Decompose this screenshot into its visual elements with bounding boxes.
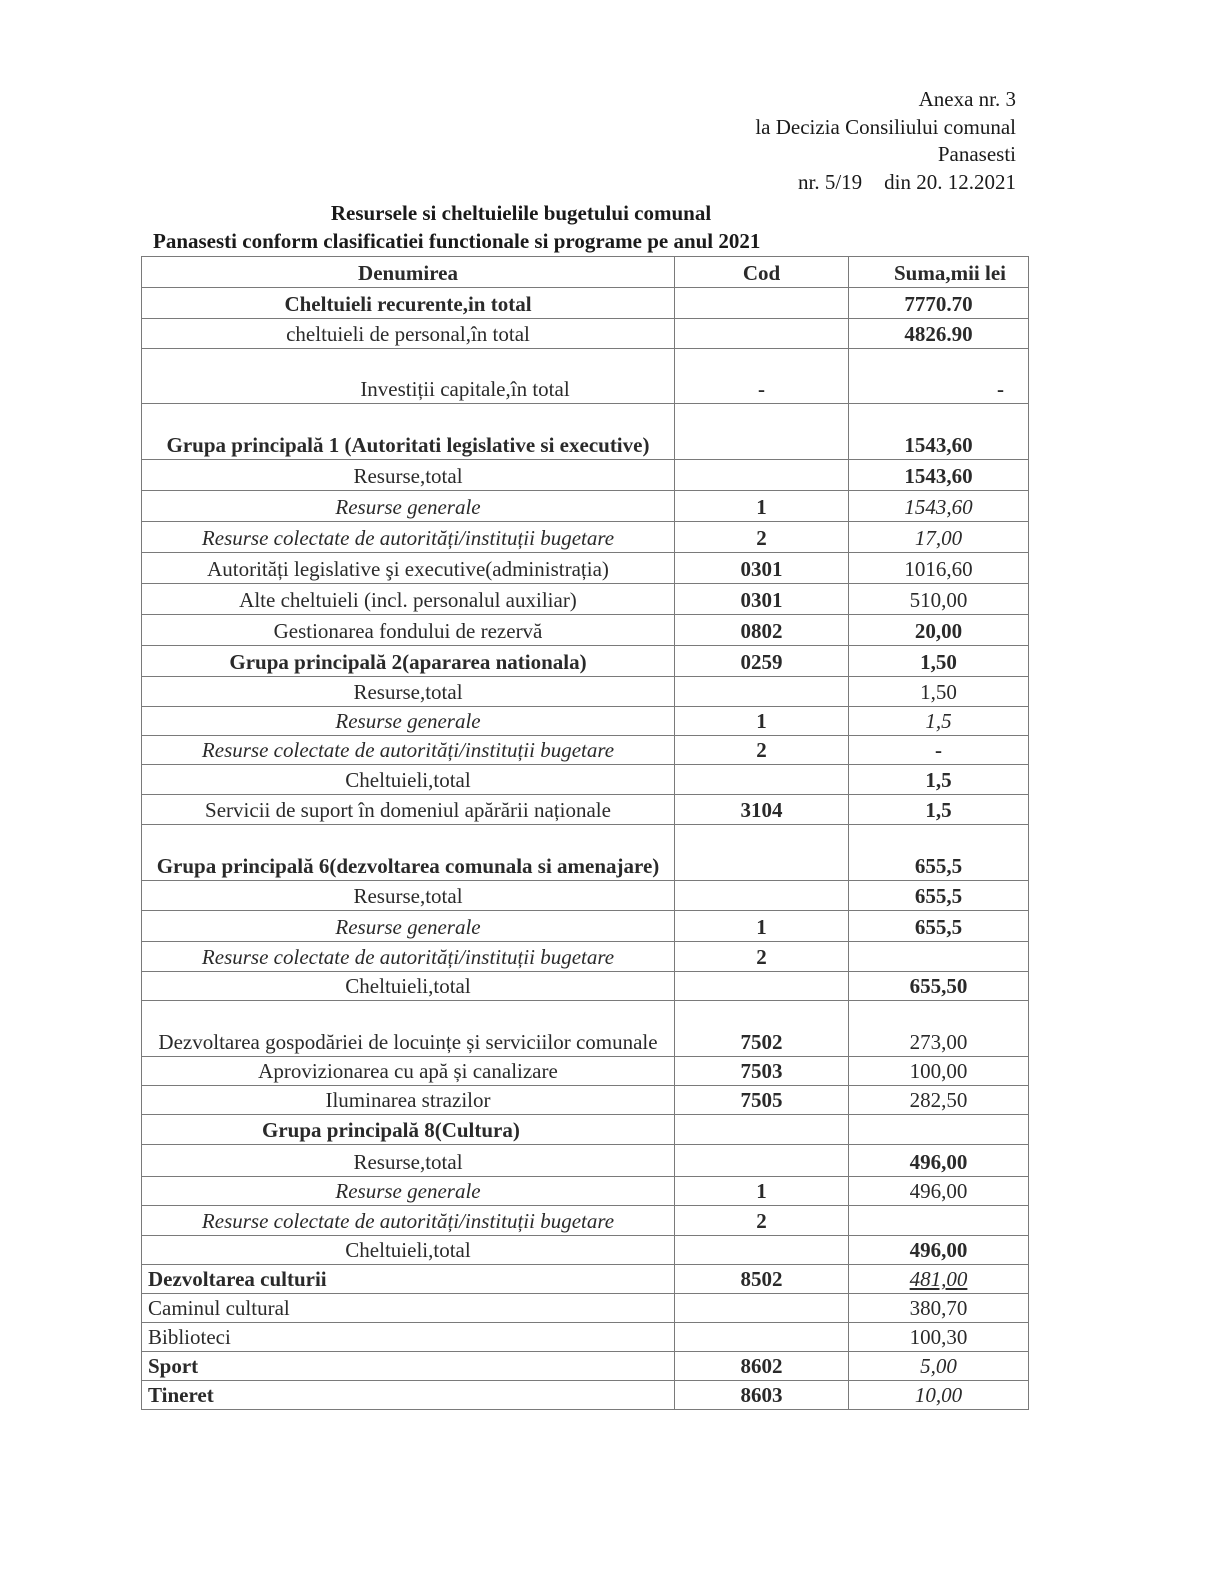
row-suma: 655,5 — [849, 911, 1029, 942]
row-cod: 2 — [675, 942, 849, 972]
table-row — [142, 1086, 1029, 1115]
row-cod: 1 — [675, 491, 849, 522]
table-row — [142, 881, 1029, 911]
table-header-row — [142, 257, 1029, 288]
commune-name: Panasesti — [937, 142, 1016, 166]
table-row — [142, 1001, 1029, 1057]
row-cod: 7502 — [675, 1001, 849, 1057]
table-row — [142, 1057, 1029, 1086]
table-row — [142, 1206, 1029, 1236]
row-name: Resurse colectate de autorități/instituții bugetare — [142, 1206, 675, 1236]
row-name: Tineret — [142, 1381, 675, 1410]
row-name: Resurse generale — [142, 1177, 675, 1206]
table-row — [142, 584, 1029, 615]
row-suma: 496,00 — [849, 1236, 1029, 1265]
row-suma — [849, 1206, 1029, 1236]
column-header-denumirea: Denumirea — [142, 257, 675, 288]
row-suma: 510,00 — [849, 584, 1029, 615]
table-row — [142, 615, 1029, 646]
row-suma: 5,00 — [849, 1352, 1029, 1381]
row-cod — [675, 1115, 849, 1145]
table-row — [142, 1177, 1029, 1206]
row-cod: 0802 — [675, 615, 849, 646]
table-row — [142, 1265, 1029, 1294]
row-suma: 273,00 — [849, 1001, 1029, 1057]
row-suma: 1,5 — [849, 765, 1029, 795]
table-row — [142, 1352, 1029, 1381]
row-name: Resurse generale — [142, 707, 675, 736]
row-name: Servicii de suport în domeniul apărării naționale — [142, 795, 675, 825]
row-suma: 7770.70 — [849, 288, 1029, 319]
row-cod: 1 — [675, 911, 849, 942]
document-title-line1: Resursele si cheltuielile bugetului comunal — [330, 201, 712, 225]
row-suma: 1543,60 — [849, 491, 1029, 522]
row-cod: 8603 — [675, 1381, 849, 1410]
row-suma: 4826.90 — [849, 319, 1029, 349]
table-row — [142, 646, 1029, 677]
row-cod — [675, 460, 849, 491]
row-cod: 1 — [675, 1177, 849, 1206]
row-suma: 655,50 — [849, 972, 1029, 1001]
table-row — [142, 825, 1029, 881]
table-row — [142, 677, 1029, 707]
row-name: Dezvoltarea gospodăriei de locuințe și serviciilor comunale — [142, 1001, 675, 1057]
row-cod: 2 — [675, 736, 849, 765]
table-row — [142, 736, 1029, 765]
row-suma: 100,30 — [849, 1323, 1029, 1352]
document-title-line2: Panasesti conform clasificatiei functionale si programe pe anul 2021 — [153, 229, 761, 253]
row-name: Biblioteci — [142, 1323, 675, 1352]
row-suma: 10,00 — [849, 1381, 1029, 1410]
row-cod — [675, 288, 849, 319]
row-suma: 100,00 — [849, 1057, 1029, 1086]
row-suma: 1543,60 — [849, 404, 1029, 460]
row-cod: 0259 — [675, 646, 849, 677]
decision-number-date — [755, 169, 1016, 197]
row-name: Dezvoltarea culturii — [142, 1265, 675, 1294]
row-name: Resurse,total — [142, 460, 675, 491]
table-row — [142, 404, 1029, 460]
row-cod: 7505 — [675, 1086, 849, 1115]
row-name: Grupa principală 1 (Autoritati legislative si executive) — [142, 404, 675, 460]
row-name: Cheltuieli,total — [142, 765, 675, 795]
row-name: Resurse generale — [142, 491, 675, 522]
row-name: Resurse colectate de autorități/instituții bugetare — [142, 522, 675, 553]
row-name: Resurse,total — [142, 881, 675, 911]
row-cod — [675, 1323, 849, 1352]
row-suma: 1016,60 — [849, 553, 1029, 584]
row-suma: - — [849, 349, 1029, 404]
table-row — [142, 1145, 1029, 1177]
table-row — [142, 288, 1029, 319]
row-name: Cheltuieli recurente,in total — [142, 288, 675, 319]
row-name: Cheltuieli,total — [142, 1236, 675, 1265]
column-header-suma: Suma,mii lei — [849, 257, 1029, 288]
table-row — [142, 522, 1029, 553]
row-cod: 8502 — [675, 1265, 849, 1294]
row-suma: 380,70 — [849, 1294, 1029, 1323]
row-suma: 1,5 — [849, 795, 1029, 825]
row-cod — [675, 1236, 849, 1265]
row-cod — [675, 677, 849, 707]
table-row — [142, 942, 1029, 972]
table-row — [142, 491, 1029, 522]
row-cod — [675, 1145, 849, 1177]
decision-number: nr. 5/19 — [797, 169, 863, 194]
row-cod — [675, 1294, 849, 1323]
row-name: Iluminarea strazilor — [142, 1086, 675, 1115]
row-suma: 1543,60 — [849, 460, 1029, 491]
row-suma: 1,50 — [849, 677, 1029, 707]
row-suma: 496,00 — [849, 1145, 1029, 1177]
row-suma: 20,00 — [849, 615, 1029, 646]
table-row — [142, 1323, 1029, 1352]
row-suma: 496,00 — [849, 1177, 1029, 1206]
table-row — [142, 319, 1029, 349]
row-suma: 655,5 — [849, 825, 1029, 881]
decision-date: din 20. 12.2021 — [884, 169, 1016, 194]
table-row — [142, 1381, 1029, 1410]
row-name: Resurse generale — [142, 911, 675, 942]
row-suma: 1,50 — [849, 646, 1029, 677]
row-cod — [675, 825, 849, 881]
row-suma: 282,50 — [849, 1086, 1029, 1115]
row-cod: 8602 — [675, 1352, 849, 1381]
row-name: Aprovizionarea cu apă și canalizare — [142, 1057, 675, 1086]
table-row — [142, 1115, 1029, 1145]
row-cod — [675, 404, 849, 460]
row-suma: 481,00 — [849, 1265, 1029, 1294]
row-suma — [849, 1115, 1029, 1145]
row-cod: 2 — [675, 1206, 849, 1236]
annex-number: Anexa nr. 3 — [918, 87, 1016, 111]
row-cod — [675, 319, 849, 349]
row-cod: 0301 — [675, 553, 849, 584]
table-row — [142, 349, 1029, 404]
row-name: Investiții capitale,în total — [142, 349, 675, 404]
row-suma: - — [849, 736, 1029, 765]
row-name: Cheltuieli,total — [142, 972, 675, 1001]
row-cod: 3104 — [675, 795, 849, 825]
table-row — [142, 795, 1029, 825]
row-name: Resurse,total — [142, 1145, 675, 1177]
table-row — [142, 911, 1029, 942]
table-row — [142, 707, 1029, 736]
row-name: Resurse colectate de autorități/instituții bugetare — [142, 736, 675, 765]
row-name: Grupa principală 6(dezvoltarea comunala si amenajare) — [142, 825, 675, 881]
annex-header — [755, 86, 1016, 196]
table-row — [142, 460, 1029, 491]
decision-reference: la Decizia Consiliului comunal — [755, 114, 1016, 139]
column-header-cod: Cod — [675, 257, 849, 288]
row-cod — [675, 881, 849, 911]
row-name: Grupa principală 8(Cultura) — [142, 1115, 675, 1145]
row-name: Sport — [142, 1352, 675, 1381]
row-name: Resurse,total — [142, 677, 675, 707]
row-suma: 17,00 — [849, 522, 1029, 553]
row-cod: - — [675, 349, 849, 404]
row-name: Autorități legislative şi executive(administrația) — [142, 553, 675, 584]
row-name: Gestionarea fondului de rezervă — [142, 615, 675, 646]
row-name: cheltuieli de personal,în total — [142, 319, 675, 349]
row-name: Alte cheltuieli (incl. personalul auxiliar) — [142, 584, 675, 615]
table-row — [142, 1294, 1029, 1323]
row-suma: 655,5 — [849, 881, 1029, 911]
row-cod — [675, 972, 849, 1001]
row-cod: 1 — [675, 707, 849, 736]
table-row — [142, 765, 1029, 795]
table-row — [142, 553, 1029, 584]
row-cod: 2 — [675, 522, 849, 553]
row-name: Grupa principală 2(apararea nationala) — [142, 646, 675, 677]
budget-table — [141, 256, 1029, 1410]
row-cod: 0301 — [675, 584, 849, 615]
row-cod: 7503 — [675, 1057, 849, 1086]
row-name: Caminul cultural — [142, 1294, 675, 1323]
table-row — [142, 1236, 1029, 1265]
row-suma — [849, 942, 1029, 972]
table-row — [142, 972, 1029, 1001]
row-name: Resurse colectate de autorități/instituții bugetare — [142, 942, 675, 972]
row-suma: 1,5 — [849, 707, 1029, 736]
row-cod — [675, 765, 849, 795]
